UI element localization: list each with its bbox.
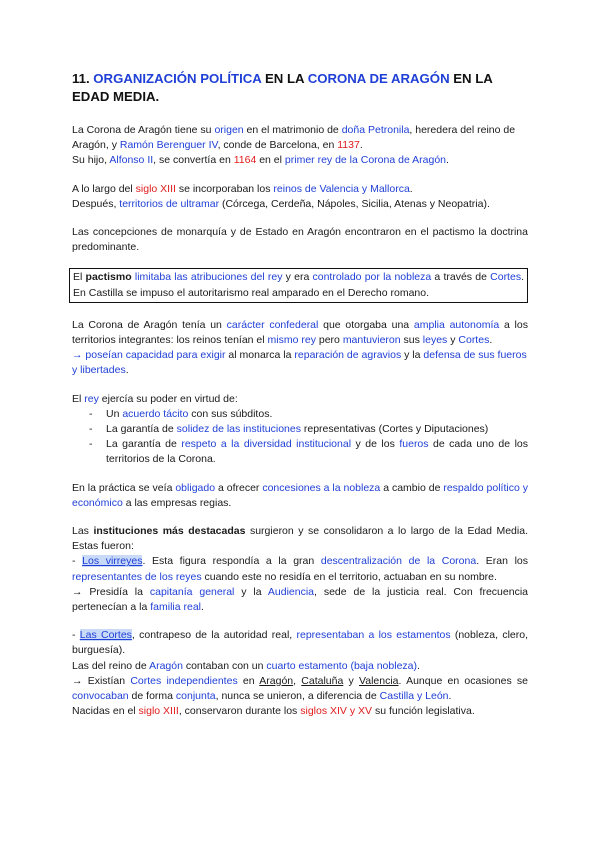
paragraph-king-power: El rey ejercía su poder en virtud de: - Un acuerdo tácito con sus súbditos. - La garantía de solidez de las instituciones representativas (Cortes y Diputaciones) - La garantía de respeto a la diversidad institucional y de los fueros de cada uno de los territorios de la Corona. — [72, 392, 528, 468]
list-item: - La garantía de respeto a la diversidad institucional y de los fueros de cada uno de los territorios de la Corona. — [89, 438, 529, 466]
list-item: - La garantía de solidez de las instituciones representativas (Cortes y Diputaciones) — [89, 423, 489, 436]
list-item: - Un acuerdo tácito con sus súbditos. — [89, 407, 273, 420]
cortes-highlight: Las Cortes — [79, 629, 132, 642]
paragraph-conceptions: Las concepciones de monarquía y de Estado en Aragón encontraron en el pactismo la doctrina predominante. — [72, 226, 528, 254]
paragraph-expansion: A lo largo del siglo XIII se incorporaban los reinos de Valencia y Mallorca. Después, territorios de ultramar (Córcega, Cerdeña, Nápoles, Sicilia, Atenas y Neopatria). — [72, 182, 490, 210]
paragraph-confederal: La Corona de Aragón tenía un carácter confederal que otorgaba una amplia autonomía a los territorios integrantes: los reinos tenían el mismo rey pero mantuvieron sus leyes y Cortes. → poseían capacidad para exigir al monarca la reparación de agravios y la defensa de sus fueros y libertades. — [72, 318, 528, 377]
paragraph-practice: En la práctica se veía obligado a ofrecer concesiones a la nobleza a cambio de respaldo político y económico a las empresas regias. — [72, 481, 528, 509]
power-list — [72, 407, 528, 468]
pactismo-box: El pactismo limitaba las atribuciones del rey y era controlado por la nobleza a través de Cortes. En Castilla se impuso el autoritarismo real amparado en el Derecho romano. — [69, 268, 528, 302]
virreyes-highlight: Los virreyes — [82, 555, 143, 568]
document-page — [72, 70, 528, 733]
paragraph-origin: La Corona de Aragón tiene su origen en el matrimonio de doña Petronila, heredera del reino de Aragón, y Ramón Berenguer IV, conde de Barcelona, en 1137. Su hijo, Alfonso II, se convertía en 1164 en el primer rey de la Corona de Aragón. — [72, 124, 516, 167]
paragraph-cortes: - Las Cortes, contrapeso de la autoridad real, representaban a los estamentos (nobleza, clero, burguesía). Las del reino de Aragón contaban con un cuarto estamento (baja nobleza). → Existían Cortes independientes en Aragón, Cataluña y Valencia. Aunque en ocasiones se convocaban de forma conjunta, nunca se unieron, a diferencia de Castilla y León. Nacidas en el siglo XIII, conservaron durante los siglos XIV y XV su función legislativa. — [72, 629, 529, 718]
paragraph-institutions: Las instituciones más destacadas surgieron y se consolidaron a lo largo de la Edad Media. Estas fueron: - Los virreyes. Esta figura respondía a la gran descentralización de la Corona. Eran los representantes de los reyes cuando este no residía en el territorio, actuaban en su nombre. → Presidía la capitanía general y la Audiencia, sede de la justicia real. Con frecuencia pertenecían a la familia real. — [72, 525, 528, 614]
page-title: 11. ORGANIZACIÓN POLÍTICA EN LA CORONA DE ARAGÓN EN LA EDAD MEDIA. — [72, 71, 493, 104]
